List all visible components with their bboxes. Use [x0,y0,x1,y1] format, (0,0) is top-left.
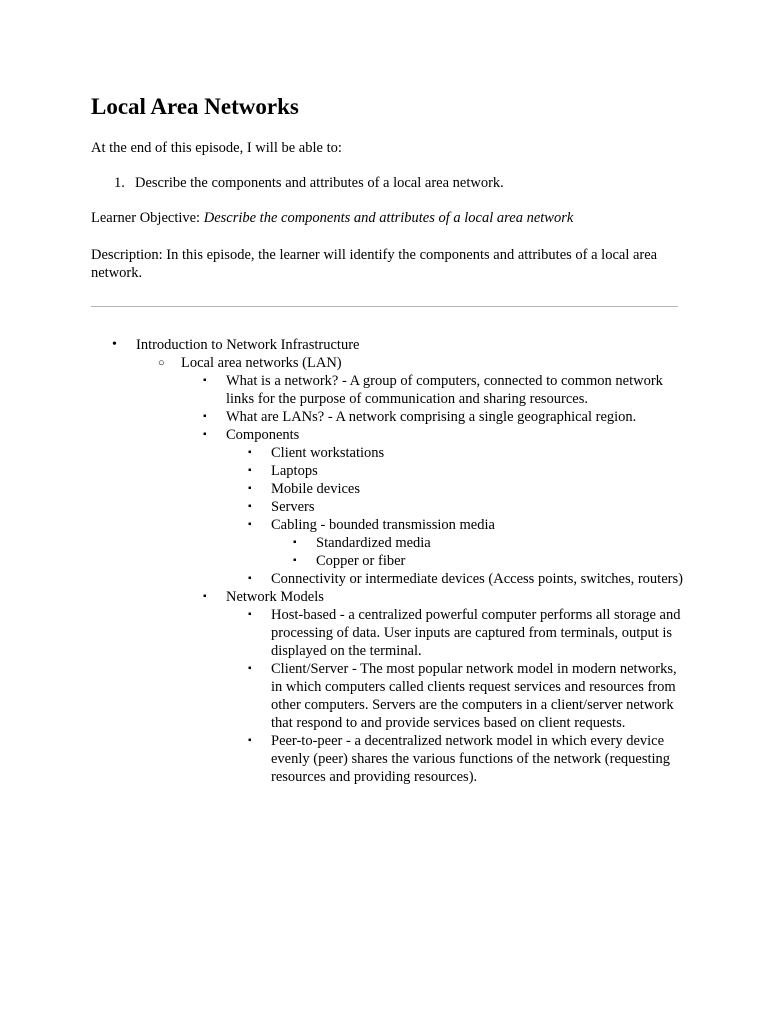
outline-item-text: Cabling - bounded transmission media [271,517,495,533]
disc-bullet-icon: • [112,337,117,352]
square-bullet-icon: ▪ [203,591,207,602]
square-bullet-icon: ▪ [248,447,252,458]
outline-item [91,480,691,498]
outline-item-text: Servers [271,499,315,515]
outline-item [91,606,691,660]
outline-item [91,462,691,480]
outline-item-text: Host-based - a centralized powerful computer performs all storage and processing of data. User inputs are captured from terminals, output is displayed on the terminal. [271,607,681,659]
square-bullet-icon: ▪ [248,573,252,584]
circle-bullet-icon: ○ [158,357,165,369]
outline-item [91,552,691,570]
square-bullet-icon: ▪ [293,555,297,566]
outline-item [91,660,691,732]
list-number: 1. [114,175,125,191]
square-bullet-icon: ▪ [248,465,252,476]
outline-item-text: Network Models [226,589,324,605]
outline-item [91,498,691,516]
square-bullet-icon: ▪ [293,537,297,548]
outline-item [91,336,691,354]
outline-item [91,408,691,426]
outline-item [91,588,691,606]
outline-item [91,570,691,588]
square-bullet-icon: ▪ [203,411,207,422]
square-bullet-icon: ▪ [248,501,252,512]
learner-objective-text: Describe the components and attributes of a local area network [203,210,574,226]
square-bullet-icon: ▪ [203,429,207,440]
outline-item [91,444,691,462]
outline-item-text: What are LANs? - A network comprising a single geographical region. [226,409,637,425]
square-bullet-icon: ▪ [248,663,252,674]
outline-item-text: Client/Server - The most popular network model in modern networks, in which computers called clients request services and resources from other computers. Servers are the computers in a client/server network that respond to and provide services based on client requests. [271,661,677,731]
document-title: Local Area Networks [91,94,299,119]
objectives-list [114,174,504,192]
learner-objective-paragraph [91,209,681,227]
outline-item-text: Peer-to-peer - a decentralized network model in which every device evenly (peer) shares the various functions of the network (requesting resources and providing resources). [271,733,671,785]
learner-objective-label: Learner Objective: [91,210,204,226]
outline-item-text: Copper or fiber [316,553,406,569]
outline-item-text: Laptops [271,463,318,479]
outline-item [91,516,691,534]
topic-outline [91,336,691,786]
square-bullet-icon: ▪ [203,375,207,386]
outline-item-text: Client workstations [271,445,385,461]
square-bullet-icon: ▪ [248,483,252,494]
objectives-list-item [114,174,504,192]
outline-item [91,354,691,372]
square-bullet-icon: ▪ [248,609,252,620]
outline-item-text: Mobile devices [271,481,360,497]
outline-item-text: What is a network? - A group of computers, connected to common network links for the purpose of communication and sharing resources. [226,373,663,407]
outline-item [91,372,691,408]
outline-item [91,732,691,786]
description-paragraph: Description: In this episode, the learner will identify the components and attributes of a local area network. [91,247,658,281]
outline-item-text: Local area networks (LAN) [181,355,342,371]
outline-item [91,426,691,444]
intro-paragraph: At the end of this episode, I will be able to: [91,140,342,156]
outline-item [91,534,691,552]
outline-item-text: Introduction to Network Infrastructure [136,337,360,353]
outline-item-text: Components [226,427,300,443]
outline-item-text: Standardized media [316,535,431,551]
square-bullet-icon: ▪ [248,735,252,746]
square-bullet-icon: ▪ [248,519,252,530]
outline-item-text: Connectivity or intermediate devices (Access points, switches, routers) [271,571,683,587]
list-item-text: Describe the components and attributes of a local area network. [135,175,504,191]
horizontal-divider [91,306,678,307]
